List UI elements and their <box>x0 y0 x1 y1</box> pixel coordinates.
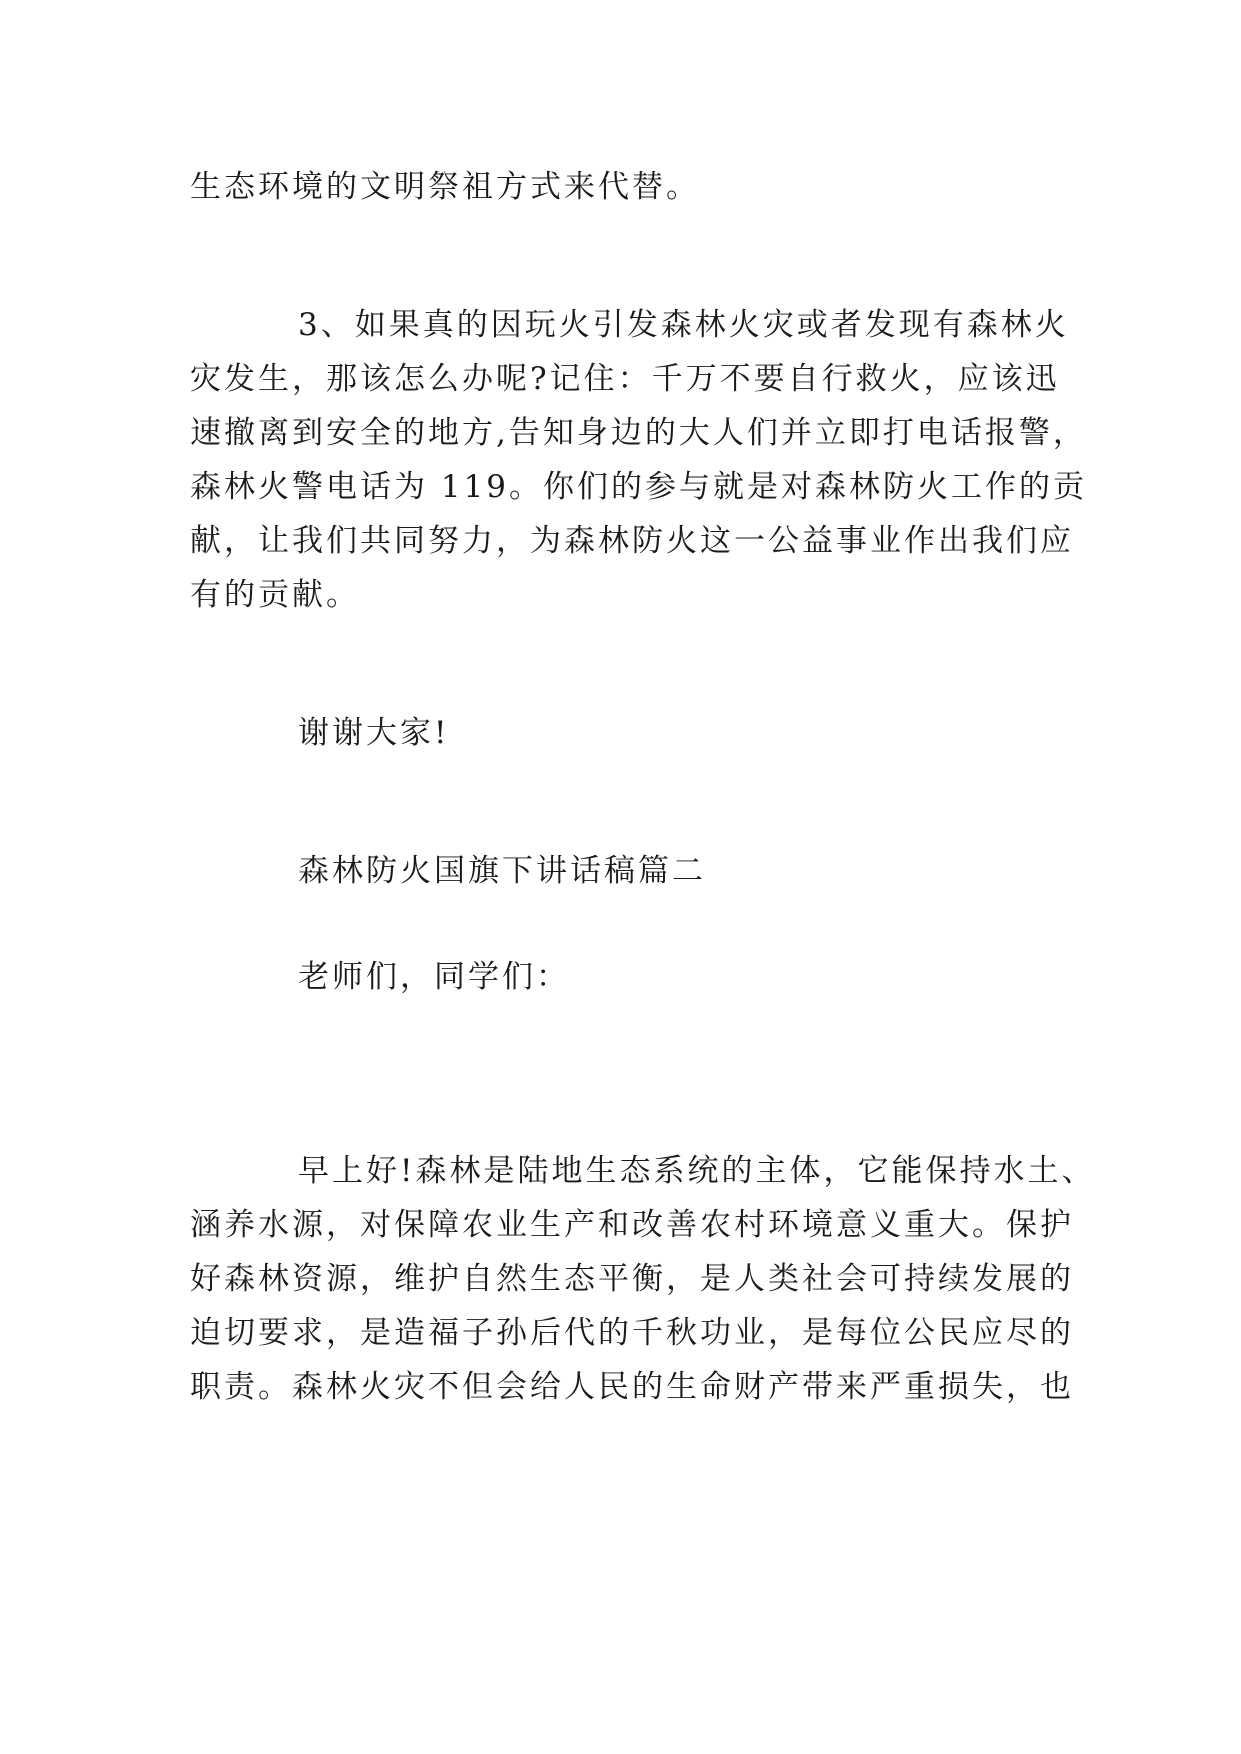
paragraph-line: 职责。森林火灾不但会给人民的生命财产带来严重损失，也 <box>190 1369 1074 1405</box>
paragraph-line: 灾发生，那该怎么办呢?记住：千万不要自行救火，应该迅 <box>190 361 1060 397</box>
paragraph-line: 好森林资源，维护自然生态平衡，是人类社会可持续发展的 <box>190 1261 1074 1297</box>
paragraph-line: 3、如果真的因玩火引发森林火灾或者发现有森林火 <box>298 307 1069 343</box>
paragraph-line: 早上好!森林是陆地生态系统的主体，它能保持水土、 <box>298 1153 1096 1189</box>
paragraph-line: 献，让我们共同努力，为森林防火这一公益事业作出我们应 <box>190 523 1074 559</box>
paragraph-line: 森林火警电话为 119。你们的参与就是对森林防火工作的贡 <box>190 469 1088 505</box>
paragraph-line: 生态环境的文明祭祖方式来代替。 <box>190 169 700 205</box>
paragraph-line: 有的贡献。 <box>190 577 360 613</box>
paragraph-line: 迫切要求，是造福子孙后代的千秋功业，是每位公民应尽的 <box>190 1315 1074 1351</box>
paragraph-line: 涵养水源，对保障农业生产和改善农村环境意义重大。保护 <box>190 1207 1074 1243</box>
section-heading: 森林防火国旗下讲话稿篇二 <box>298 853 706 889</box>
salutation: 老师们，同学们： <box>298 959 570 995</box>
closing-thanks: 谢谢大家! <box>298 715 450 751</box>
paragraph-line: 速撤离到安全的地方,告知身边的大人们并立即打电话报警， <box>190 415 1087 451</box>
